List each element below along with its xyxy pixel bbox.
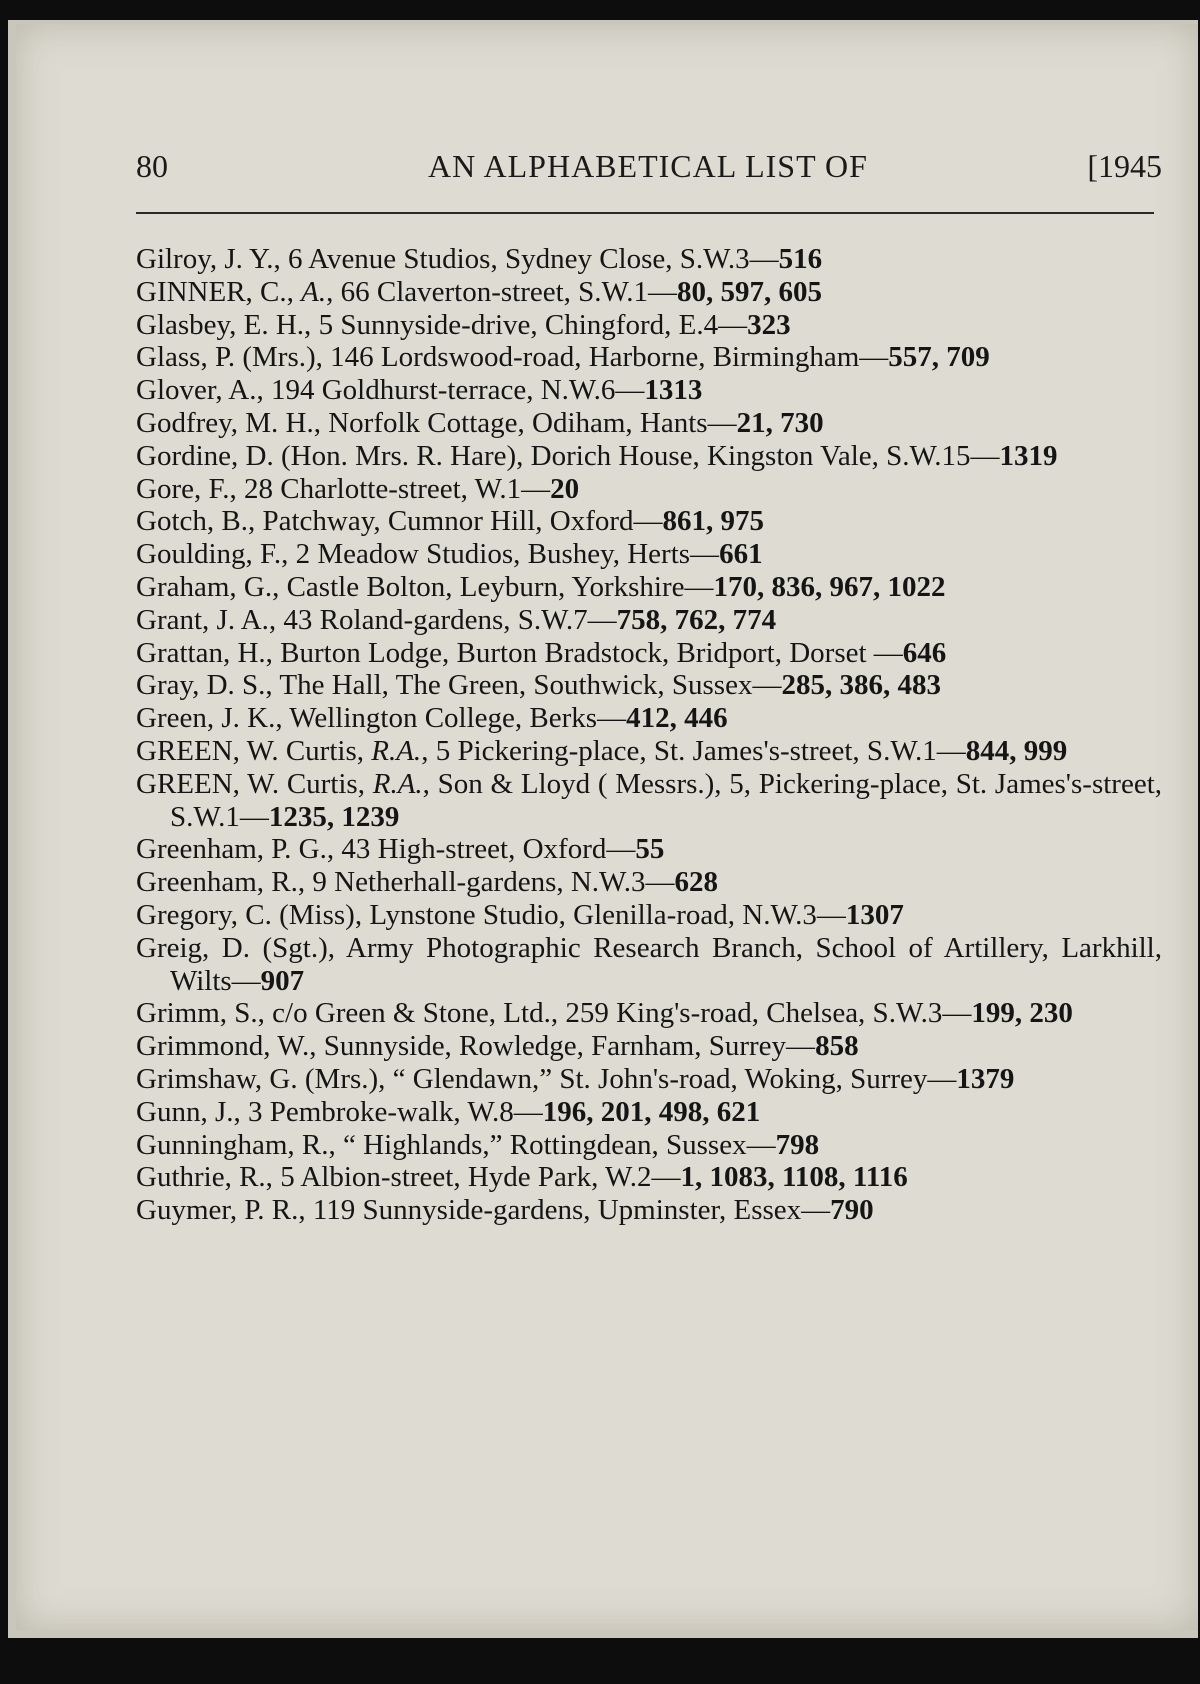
entry-address: c/o Green & Stone, Ltd., 259 King's-road, Chelsea, S.W.3— xyxy=(264,997,972,1030)
entry-name: Green, J. K., xyxy=(136,702,283,735)
entry-refs: 1313 xyxy=(644,374,703,407)
entry-name: Gilroy, J. Y., xyxy=(136,243,281,275)
entry-address: 43 Roland-gardens, S.W.7— xyxy=(276,603,617,636)
entry-refs: 21, 730 xyxy=(736,406,824,439)
entry-address: 146 Lordswood-road, Harborne, Birmingham— xyxy=(322,341,889,374)
entry-refs: 1319 xyxy=(999,439,1058,472)
list-entry xyxy=(136,899,1162,932)
entry-name: Grimmond, W., xyxy=(136,1030,317,1063)
entry-refs: 1235, 1239 xyxy=(268,800,400,833)
entry-address: Castle Bolton, Leyburn, Yorkshire— xyxy=(279,570,714,603)
list-entry xyxy=(136,735,1162,768)
entry-refs: 758, 762, 774 xyxy=(616,603,777,636)
list-entry xyxy=(136,702,1162,735)
list-entry xyxy=(136,833,1162,866)
list-entry xyxy=(136,341,1162,374)
list-entry xyxy=(136,604,1162,637)
entry-address: Wellington College, Berks— xyxy=(282,702,627,735)
entry-name: Gordine, D. (Hon. Mrs. R. Hare), xyxy=(136,439,524,472)
entry-name: GINNER, C., xyxy=(136,275,294,308)
entry-name: Grant, J. A., xyxy=(136,603,277,636)
entry-refs: 557, 709 xyxy=(888,341,990,374)
list-entry xyxy=(136,473,1162,506)
entry-address: 2 Meadow Studios, Bushey, Herts— xyxy=(288,538,720,571)
entry-address: 6 Avenue Studios, Sydney Close, S.W.3— xyxy=(280,243,779,275)
entry-list xyxy=(136,243,1162,1227)
entry-refs: 55 xyxy=(635,833,665,866)
entry-name: Guthrie, R., xyxy=(136,1161,273,1194)
list-entry xyxy=(136,407,1162,440)
list-entry xyxy=(136,571,1162,604)
entry-name: Greenham, P. G., xyxy=(136,833,335,866)
list-entry xyxy=(136,1096,1162,1129)
entry-refs: 170, 836, 967, 1022 xyxy=(713,570,946,603)
list-entry xyxy=(136,997,1162,1030)
entry-refs: 285, 386, 483 xyxy=(781,669,941,702)
entry-name: Goulding, F., xyxy=(136,538,289,571)
entry-name: Grattan, H., xyxy=(136,636,273,669)
entry-name: Greenham, R., xyxy=(136,866,306,899)
list-entry xyxy=(136,1129,1162,1162)
entry-refs: 858 xyxy=(815,1030,859,1063)
list-entry xyxy=(136,505,1162,538)
entry-name: Guymer, P. R., xyxy=(136,1194,306,1227)
list-entry xyxy=(136,669,1162,702)
entry-name: Godfrey, M. H., xyxy=(136,406,321,439)
entry-address: Lynstone Studio, Glenilla-road, N.W.3— xyxy=(362,898,846,931)
header-rule xyxy=(136,212,1154,214)
entry-name: Gotch, B., xyxy=(136,505,256,538)
entry-address: “ Glendawn,” St. John's-road, Woking, Surrey— xyxy=(385,1062,957,1095)
entry-refs: 646 xyxy=(902,636,947,669)
entry-name: Glasbey, E. H., xyxy=(136,308,312,341)
list-entry xyxy=(136,276,1162,309)
entry-address: Burton Lodge, Burton Bradstock, Bridport, Dorset — xyxy=(272,636,903,669)
entry-refs: 20 xyxy=(550,472,580,505)
entry-address: Sunnyside, Rowledge, Farnham, Surrey— xyxy=(316,1030,816,1063)
entry-address: “ Highlands,” Rottingdean, Sussex— xyxy=(335,1128,776,1161)
entry-address: Patchway, Cumnor Hill, Oxford— xyxy=(255,505,663,538)
list-entry xyxy=(136,932,1162,998)
entry-address: The Hall, The Green, Southwick, Sussex— xyxy=(272,669,782,702)
list-entry xyxy=(136,440,1162,473)
list-entry xyxy=(136,637,1162,670)
entry-name: Gunn, J., xyxy=(136,1095,241,1128)
entry-address: Norfolk Cottage, Odiham, Hants— xyxy=(320,406,737,439)
entry-refs: 196, 201, 498, 621 xyxy=(542,1095,761,1128)
list-entry xyxy=(136,243,1162,276)
entry-address: 5 Sunnyside-drive, Chingford, E.4— xyxy=(311,308,748,341)
entry-address: Dorich House, Kingston Vale, S.W.15— xyxy=(523,439,1000,472)
entry-address: , 5 Pickering-place, St. James's-street, S.W.1— xyxy=(421,734,966,767)
entry-refs: 199, 230 xyxy=(971,997,1073,1030)
entry-address: Army Photographic Research Branch, School of Artillery, Larkhill, Wilts— xyxy=(170,931,1162,997)
entry-name: GREEN, W. Curtis, xyxy=(136,734,364,767)
list-entry xyxy=(136,1030,1162,1063)
entry-name: Graham, G., xyxy=(136,570,280,603)
list-entry xyxy=(136,538,1162,571)
page-header xyxy=(136,148,1162,194)
list-entry xyxy=(136,1161,1162,1194)
entry-refs: 80, 597, 605 xyxy=(677,275,823,308)
entry-refs: 861, 975 xyxy=(662,505,765,538)
entry-name: Grimshaw, G. (Mrs.), xyxy=(136,1062,386,1095)
entry-refs: 323 xyxy=(747,308,791,341)
entry-refs: 907 xyxy=(260,964,305,997)
entry-name: Greig, D. (Sgt.), xyxy=(136,931,335,964)
entry-address: 119 Sunnyside-gardens, Upminster, Essex— xyxy=(305,1194,831,1227)
entry-name: Gore, F., xyxy=(136,472,237,505)
entry-name: Glass, P. (Mrs.), xyxy=(136,341,323,374)
entry-refs: 412, 446 xyxy=(626,702,728,735)
entry-name: Gregory, C. (Miss), xyxy=(136,898,363,931)
list-entry xyxy=(136,1063,1162,1096)
entry-refs: 516 xyxy=(778,243,823,275)
entry-refs: 1307 xyxy=(845,898,904,931)
year-marker: [1945 xyxy=(1087,148,1162,184)
list-entry xyxy=(136,1194,1162,1227)
entry-refs: 1379 xyxy=(956,1062,1015,1095)
entry-honour: A. xyxy=(301,275,327,308)
entry-address: , 66 Claverton-street, S.W.1— xyxy=(326,275,678,308)
entry-honour: R.A. xyxy=(371,734,422,767)
entry-address: 5 Albion-street, Hyde Park, W.2— xyxy=(272,1161,681,1194)
entry-name: Gray, D. S., xyxy=(136,669,273,702)
entry-honour: R.A. xyxy=(372,767,423,800)
entry-address: 43 High-street, Oxford— xyxy=(334,833,636,866)
entry-name: GREEN, W. Curtis, xyxy=(136,767,365,800)
entry-name: Grimm, S., xyxy=(136,997,265,1030)
list-entry xyxy=(136,866,1162,899)
entry-name: Gunningham, R., xyxy=(136,1128,336,1161)
entry-name: Glover, A., xyxy=(136,374,264,407)
entry-refs: 1, 1083, 1108, 1116 xyxy=(680,1161,908,1194)
entry-address: 194 Goldhurst-terrace, N.W.6— xyxy=(263,374,645,407)
list-entry xyxy=(136,309,1162,342)
entry-refs: 798 xyxy=(775,1128,820,1161)
page-title: AN ALPHABETICAL LIST OF xyxy=(428,148,868,184)
entry-address: 28 Charlotte-street, W.1— xyxy=(236,472,551,505)
entry-refs: 628 xyxy=(674,866,719,899)
entry-refs: 790 xyxy=(830,1194,874,1227)
entry-address: , Son & Lloyd ( Messrs.), 5, Pickering-place, St. James's-street, S.W.1— xyxy=(170,767,1163,833)
entry-refs: 661 xyxy=(719,538,763,571)
list-entry xyxy=(136,768,1162,834)
entry-refs: 844, 999 xyxy=(965,734,1068,767)
entry-address: 9 Netherhall-gardens, N.W.3— xyxy=(305,866,675,899)
page-number: 80 xyxy=(136,148,168,184)
list-entry xyxy=(136,374,1162,407)
entry-address: 3 Pembroke-walk, W.8— xyxy=(240,1095,543,1128)
